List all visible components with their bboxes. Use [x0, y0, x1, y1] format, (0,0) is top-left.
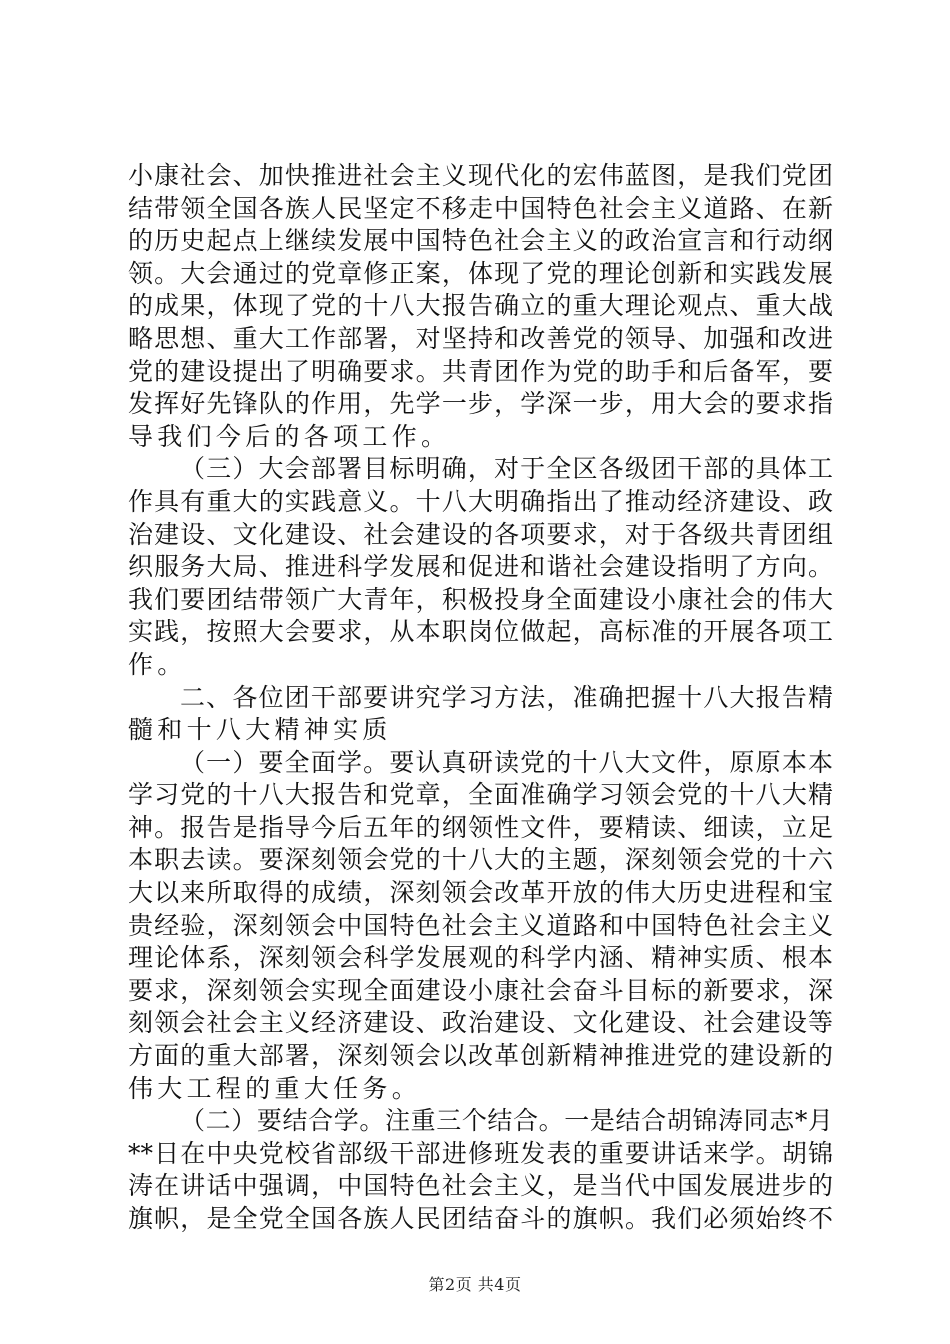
text-line: 髓和十八大精神实质 — [128, 715, 392, 745]
text-line: 刻领会社会主义经济建设、政治建设、文化建设、社会建设等 — [128, 1008, 833, 1038]
text-line: 略思想、重大工作部署，对坚持和改善党的领导、加强和改进 — [128, 323, 833, 353]
text-line: 织服务大局、推进科学发展和促进和谐社会建设指明了方向。 — [128, 552, 833, 582]
text-line: 理论体系，深刻领会科学发展观的科学内涵、精神实质、根本 — [128, 943, 833, 973]
text-line: 我们要团结带领广大青年，积极投身全面建设小康社会的伟大 — [128, 584, 833, 614]
page-footer: 第2页 共4页 — [428, 1275, 522, 1294]
text-line: 要求，深刻领会实现全面建设小康社会奋斗目标的新要求，深 — [128, 975, 833, 1005]
text-line: 方面的重大部署，深刻领会以改革创新精神推进党的建设新的 — [128, 1041, 833, 1071]
text-line: 治建设、文化建设、社会建设的各项要求，对于各级共青团组 — [128, 519, 833, 549]
text-line: （二）要结合学。注重三个结合。一是结合胡锦涛同志*月 — [180, 1106, 833, 1136]
text-line: 小康社会、加快推进社会主义现代化的宏伟蓝图，是我们党团 — [128, 161, 833, 190]
text-line: 实践，按照大会要求，从本职岗位做起，高标准的开展各项工 — [128, 617, 833, 647]
text-line: 本职去读。要深刻领会党的十八大的主题，深刻领会党的十六 — [128, 845, 833, 875]
text-line: 贵经验，深刻领会中国特色社会主义道路和中国特色社会主义 — [128, 910, 833, 940]
text-line: 作。 — [128, 649, 187, 679]
text-line: （三）大会部署目标明确，对于全区各级团干部的具体工 — [180, 454, 833, 484]
text-line: 领。大会通过的党章修正案，体现了党的理论创新和实践发展 — [128, 258, 833, 288]
text-line: 学习党的十八大报告和党章，全面准确学习领会党的十八大精 — [128, 780, 833, 810]
text-line: 作具有重大的实践意义。十八大明确指出了推动经济建设、政 — [128, 486, 833, 516]
text-line: 的成果，体现了党的十八大报告确立的重大理论观点、重大战 — [128, 291, 833, 321]
text-line: （一）要全面学。要认真研读党的十八大文件，原原本本 — [180, 747, 833, 777]
document-body — [128, 160, 833, 1236]
text-line: 旗帜，是全党全国各族人民团结奋斗的旗帜。我们必须始终不 — [128, 1204, 833, 1233]
text-line: 伟大工程的重大任务。 — [128, 1073, 422, 1103]
text-line: 的历史起点上继续发展中国特色社会主义的政治宣言和行动纲 — [128, 226, 833, 256]
text-line: 涛在讲话中强调，中国特色社会主义，是当代中国发展进步的 — [128, 1171, 833, 1201]
text-line: 结带领全国各族人民坚定不移走中国特色社会主义道路、在新 — [128, 193, 833, 223]
text-line: 二、各位团干部要讲究学习方法，准确把握十八大报告精 — [180, 682, 833, 712]
text-line: 导我们今后的各项工作。 — [128, 421, 451, 451]
text-line: **日在中央党校省部级干部进修班发表的重要讲话来学。胡锦 — [128, 1138, 833, 1168]
text-line: 大以来所取得的成绩，深刻领会改革开放的伟大历史进程和宝 — [128, 878, 833, 908]
text-line: 发挥好先锋队的作用，先学一步，学深一步，用大会的要求指 — [128, 389, 833, 419]
text-line: 神。报告是指导今后五年的纲领性文件，要精读、细读，立足 — [128, 812, 833, 842]
text-line: 党的建设提出了明确要求。共青团作为党的助手和后备军，要 — [128, 356, 833, 386]
